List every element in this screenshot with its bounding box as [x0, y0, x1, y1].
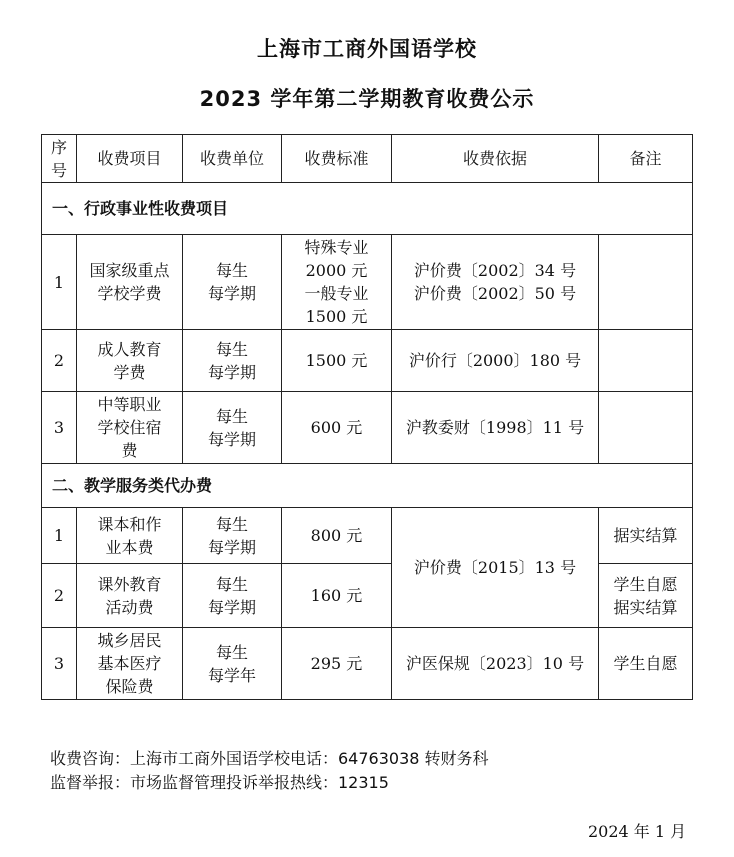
row-unit: 每生 每学期	[183, 235, 282, 330]
row-standard: 600 元	[282, 392, 392, 464]
row-no: 3	[42, 392, 77, 464]
table-row	[42, 628, 693, 700]
row-note: 据实结算	[599, 508, 693, 564]
row-note	[599, 235, 693, 330]
row-basis: 沪教委财〔1998〕11 号	[392, 392, 599, 464]
header-unit: 收费单位	[183, 135, 282, 183]
row-item: 中等职业学校住宿费	[77, 392, 183, 464]
row-note: 学生自愿	[599, 628, 693, 700]
row-unit: 每生 每学期	[183, 564, 282, 628]
header-basis: 收费依据	[392, 135, 599, 183]
footer-consult: 收费咨询：上海市工商外国语学校电话：64763038 转财务科	[50, 749, 489, 768]
row-no: 3	[42, 628, 77, 700]
table-row	[42, 508, 693, 564]
row-item: 课外教育活动费	[77, 564, 183, 628]
header-note: 备注	[599, 135, 693, 183]
section-title: 一、行政事业性收费项目	[42, 183, 693, 235]
row-no: 1	[42, 508, 77, 564]
row-note	[599, 392, 693, 464]
footer-date: 2024 年 1 月	[588, 822, 687, 841]
header-row	[42, 135, 693, 183]
header-standard: 收费标准	[282, 135, 392, 183]
row-basis: 沪价费〔2002〕34 号 沪价费〔2002〕50 号	[392, 235, 599, 330]
row-unit: 每生 每学期	[183, 330, 282, 392]
section-row	[42, 464, 693, 508]
row-note: 学生自愿 据实结算	[599, 564, 693, 628]
row-standard: 295 元	[282, 628, 392, 700]
section-title: 二、教学服务类代办费	[42, 464, 693, 508]
fee-table	[41, 134, 693, 700]
table-row	[42, 235, 693, 330]
table-row	[42, 392, 693, 464]
row-standard: 160 元	[282, 564, 392, 628]
row-unit: 每生 每学期	[183, 392, 282, 464]
row-no: 1	[42, 235, 77, 330]
section-row	[42, 183, 693, 235]
row-item: 国家级重点学校学费	[77, 235, 183, 330]
row-item: 成人教育学费	[77, 330, 183, 392]
row-standard: 特殊专业 2000 元 一般专业 1500 元	[282, 235, 392, 330]
footer-supervise: 监督举报：市场监督管理投诉举报热线：12315	[50, 773, 389, 792]
row-basis: 沪医保规〔2023〕10 号	[392, 628, 599, 700]
row-item: 城乡居民基本医疗保险费	[77, 628, 183, 700]
row-standard: 1500 元	[282, 330, 392, 392]
document-subtitle: 2023 学年第二学期教育收费公示	[199, 87, 535, 111]
row-note	[599, 330, 693, 392]
table-row	[42, 330, 693, 392]
row-no: 2	[42, 564, 77, 628]
header-seq: 序号	[42, 135, 77, 183]
row-no: 2	[42, 330, 77, 392]
row-unit: 每生 每学期	[183, 508, 282, 564]
row-basis-shared: 沪价费〔2015〕13 号	[392, 508, 599, 628]
row-item: 课本和作业本费	[77, 508, 183, 564]
row-basis: 沪价行〔2000〕180 号	[392, 330, 599, 392]
header-item: 收费项目	[77, 135, 183, 183]
row-standard: 800 元	[282, 508, 392, 564]
row-unit: 每生 每学年	[183, 628, 282, 700]
document-title: 上海市工商外国语学校	[257, 37, 477, 61]
